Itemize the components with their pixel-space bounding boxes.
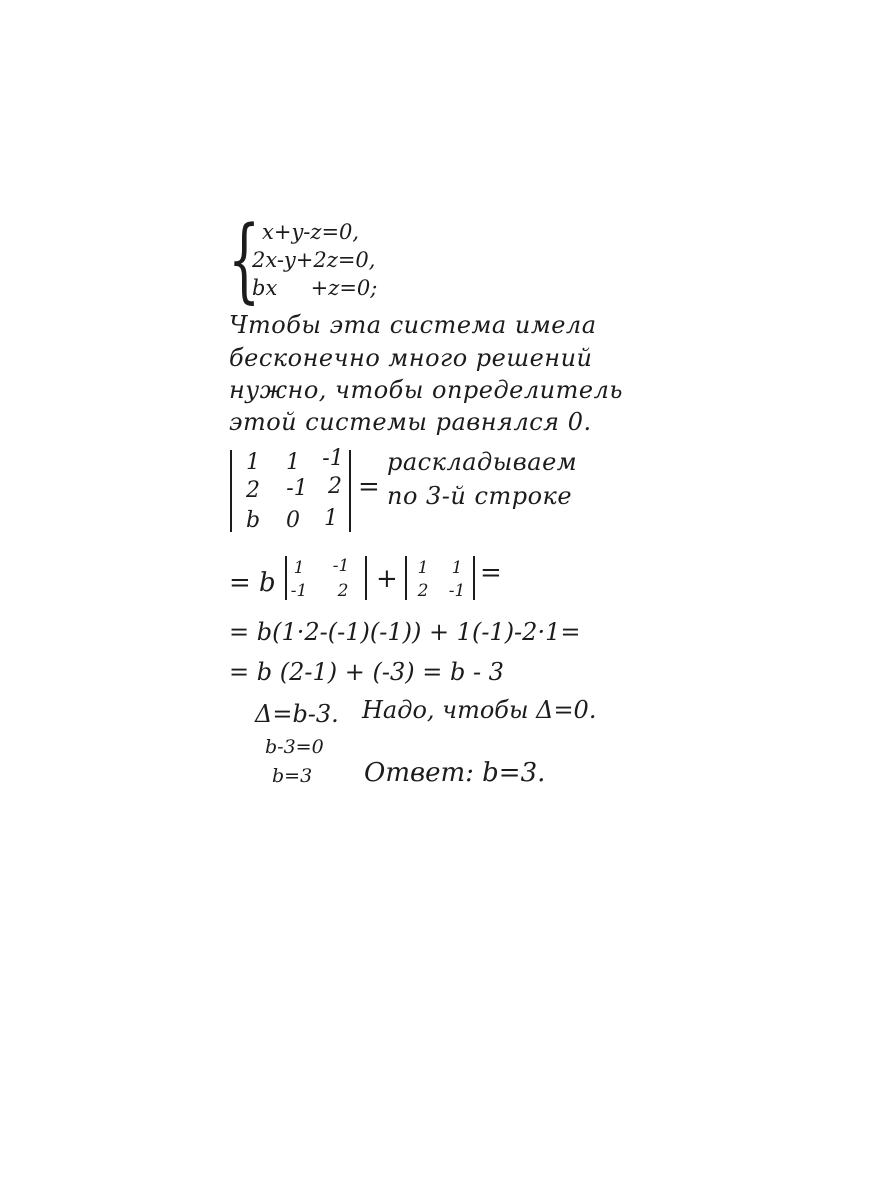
- det-cell: 1: [324, 506, 338, 531]
- minor1-cell: 2: [337, 581, 349, 601]
- expansion-suffix: =: [480, 558, 502, 588]
- determinant-equals: =: [358, 472, 380, 502]
- equation-1: x+y-z=0,: [262, 220, 360, 244]
- minor2-right-bar: [473, 556, 475, 600]
- minor2-cell: 2: [417, 581, 429, 601]
- det-cell: 1: [246, 450, 260, 475]
- solution-b: b=3: [272, 765, 313, 787]
- computation-step-1: = b(1·2-(-1)(-1)) + 1(-1)-2·1=: [229, 618, 581, 646]
- minor1-cell: 1: [293, 558, 305, 578]
- minor1-cell: -1: [290, 581, 308, 601]
- minor2-cell: 1: [417, 558, 429, 578]
- equation-3: bx +z=0;: [252, 276, 378, 300]
- minor2-cell: 1: [451, 558, 463, 578]
- equation-2: 2x-y+2z=0,: [252, 248, 376, 272]
- final-answer: Ответ: b=3.: [364, 758, 546, 788]
- expansion-note-line-1: раскладываем: [387, 448, 578, 476]
- condition-line-2: бесконечно много решений: [229, 344, 593, 372]
- det-cell: b: [245, 508, 261, 533]
- minor1-right-bar: [365, 556, 367, 600]
- det-cell: 2: [328, 474, 342, 499]
- delta-requirement: Надо, чтобы Δ=0.: [362, 696, 597, 724]
- det-cell: 2: [246, 478, 260, 503]
- equation-b-minus-3: b-3=0: [265, 736, 324, 758]
- det-cell: 0: [286, 508, 300, 533]
- expansion-note-line-2: по 3-й строке: [387, 482, 573, 510]
- determinant-left-bar: [230, 450, 232, 532]
- det-cell: -1: [322, 446, 344, 471]
- minor1-left-bar: [285, 556, 287, 600]
- det-cell: -1: [286, 476, 308, 501]
- minor2-left-bar: [405, 556, 407, 600]
- det-cell: 1: [286, 450, 300, 475]
- minor2-cell: -1: [448, 581, 466, 601]
- delta-expression: Δ=b-3.: [255, 700, 339, 728]
- expansion-prefix: = b: [229, 568, 276, 598]
- expansion-plus: +: [376, 564, 398, 594]
- condition-line-4: этой системы равнялся 0.: [229, 408, 592, 436]
- condition-line-1: Чтобы эта система имела: [229, 311, 597, 339]
- condition-line-3: нужно, чтобы определитель: [229, 376, 623, 404]
- system-brace: {: [228, 206, 261, 313]
- minor1-cell: -1: [332, 556, 350, 576]
- computation-step-2: = b (2-1) + (-3) = b - 3: [229, 658, 504, 686]
